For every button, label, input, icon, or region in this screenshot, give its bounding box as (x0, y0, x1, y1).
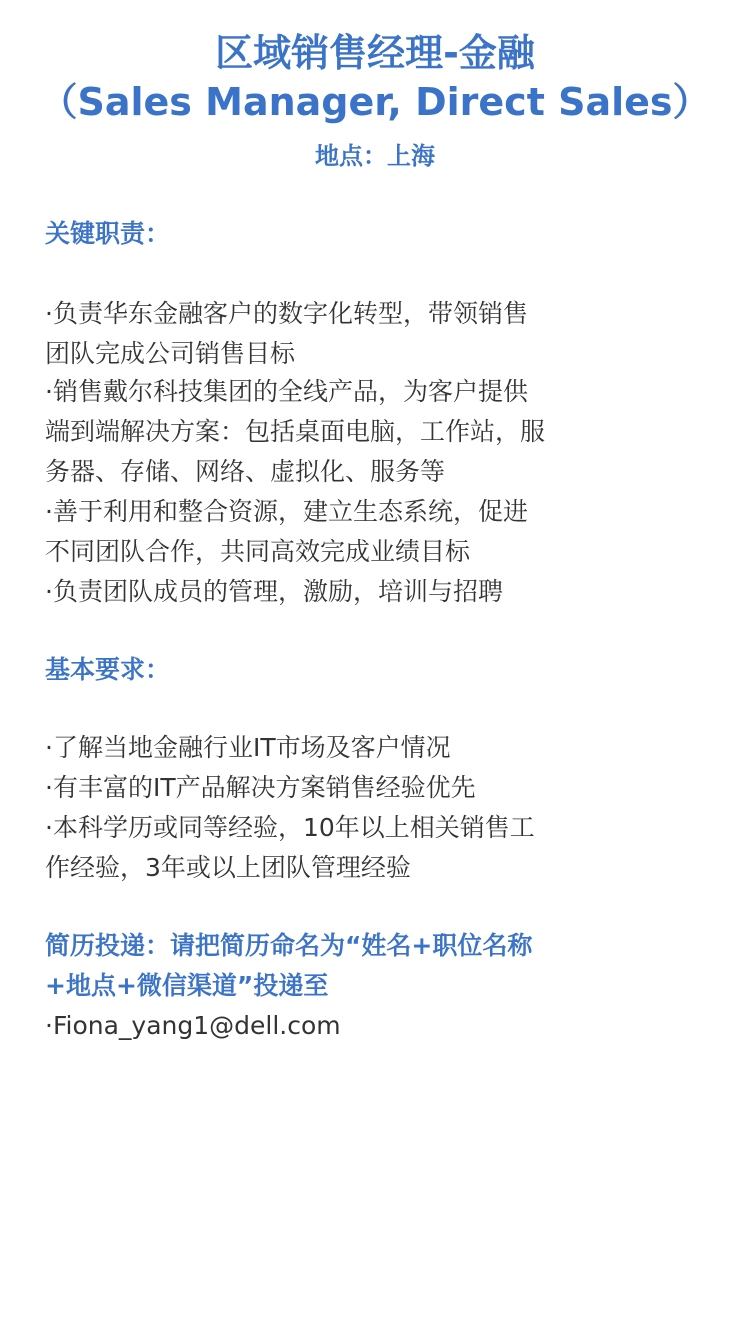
application-email: ·Fiona_yang1@dell.com (45, 1011, 341, 1040)
responsibility-line: 不同团队合作，共同高效完成业绩目标 (45, 537, 471, 566)
job-title-english: （Sales Manager, Direct Sales） (39, 80, 711, 124)
requirement-line: ·了解当地金融行业IT市场及客户情况 (45, 733, 451, 762)
application-heading: 简历投递：请把简历命名为“姓名+职位名称 (45, 931, 533, 960)
application-heading-continued: +地点+微信渠道”投递至 (45, 971, 329, 1000)
job-location: 地点：上海 (315, 142, 435, 170)
responsibility-line: 团队完成公司销售目标 (45, 339, 296, 368)
responsibility-line: ·销售戴尔科技集团的全线产品，为客户提供 (45, 377, 528, 406)
requirement-line: 作经验，3年或以上团队管理经验 (45, 853, 411, 882)
responsibility-line: 端到端解决方案：包括桌面电脑，工作站，服 (45, 417, 546, 446)
responsibility-line: ·负责团队成员的管理，激励，培训与招聘 (45, 577, 503, 606)
responsibility-line: ·负责华东金融客户的数字化转型，带领销售 (45, 299, 528, 328)
requirement-line: ·有丰富的IT产品解决方案销售经验优先 (45, 773, 476, 802)
job-title: 区域销售经理-金融 (215, 31, 535, 75)
requirement-line: ·本科学历或同等经验，10年以上相关销售工 (45, 813, 535, 842)
responsibilities-heading: 关键职责： (45, 219, 171, 248)
responsibility-line: 务器、存储、网络、虚拟化、服务等 (45, 457, 446, 486)
requirements-heading: 基本要求： (45, 655, 171, 684)
responsibility-line: ·善于利用和整合资源，建立生态系统，促进 (45, 497, 528, 526)
